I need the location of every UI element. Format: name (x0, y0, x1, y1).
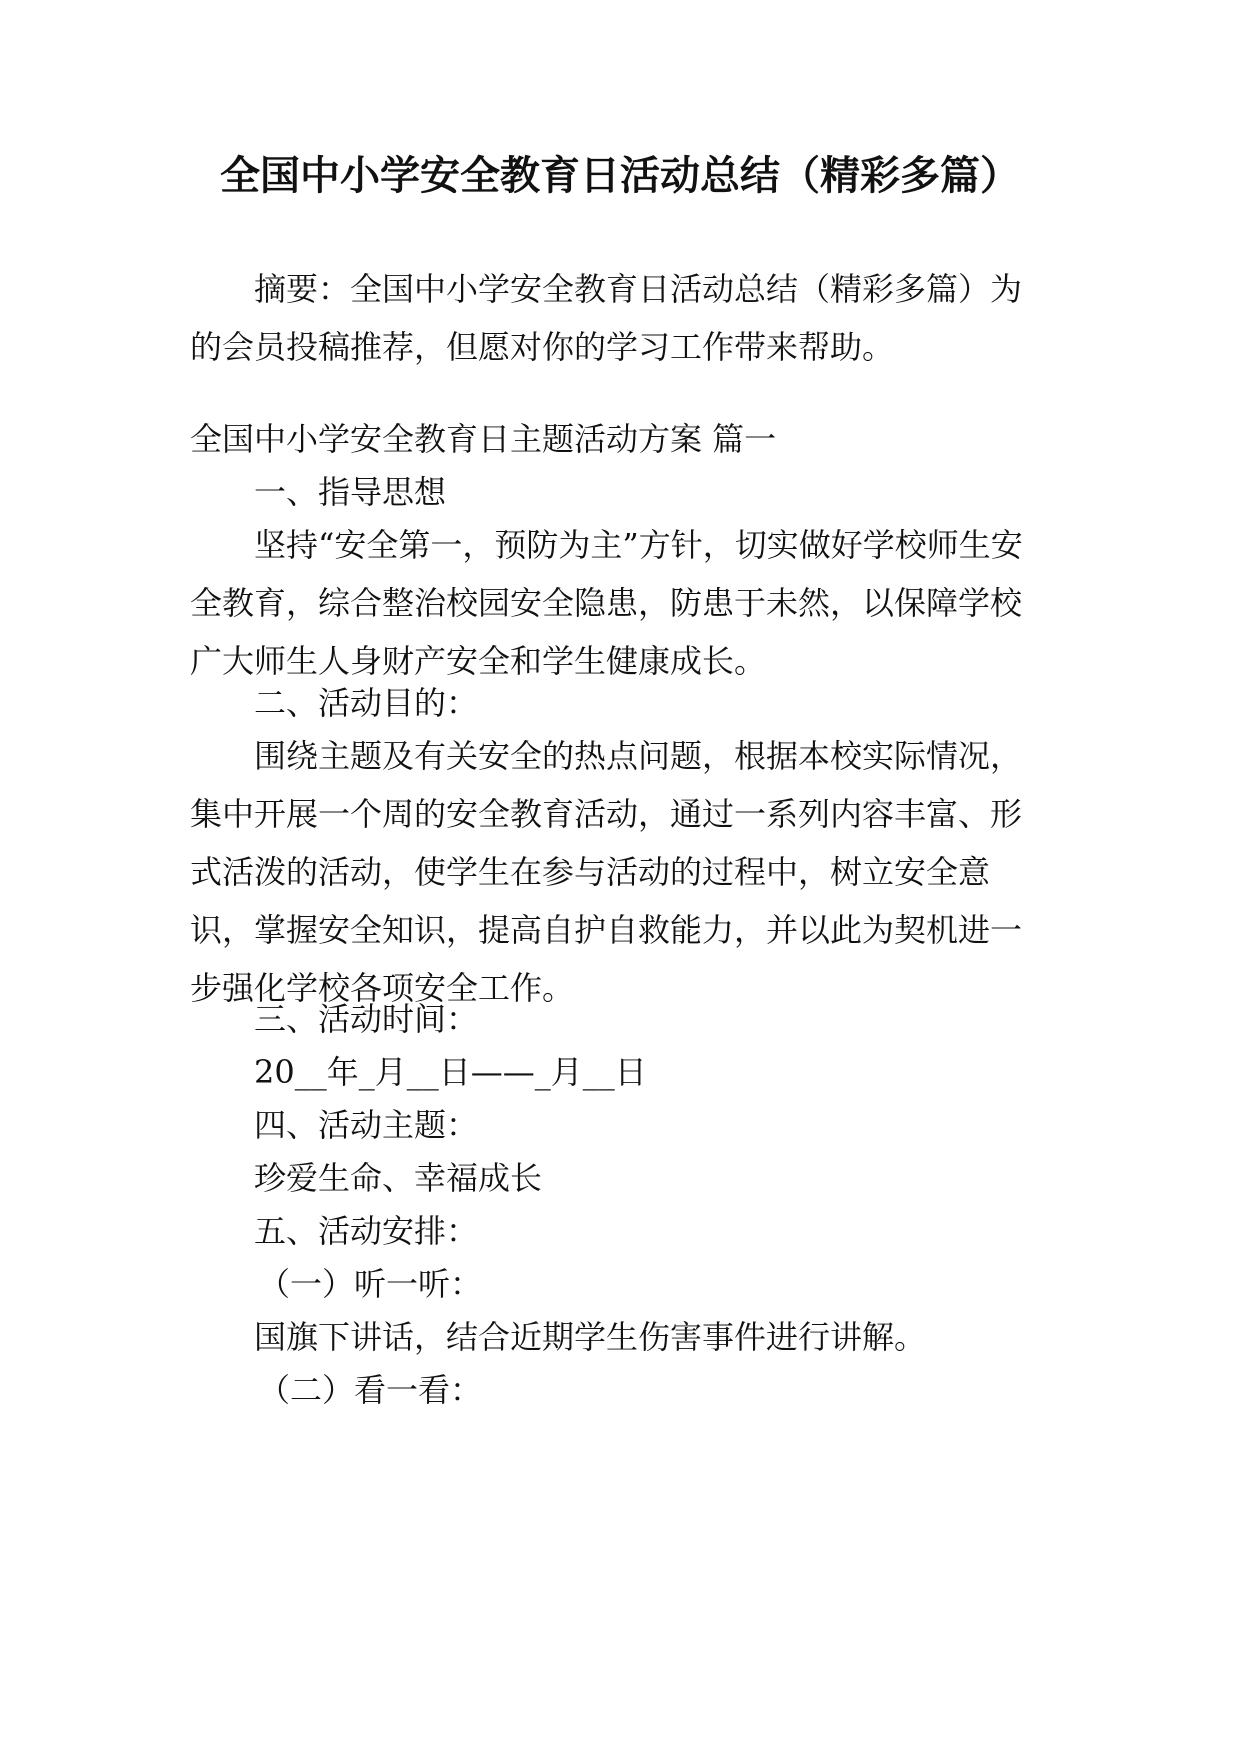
paragraph-activity-purpose: 围绕主题及有关安全的热点问题，根据本校实际情况，集中开展一个周的安全教育活动，通过一系列内容丰富、形式活泼的活动，使学生在参与活动的过程中，树立安全意识，掌握安全知识，提高自护自救能力，并以此为契机进一步强化学校各项安全工作。 (190, 737, 1023, 1007)
abstract-paragraph: 摘要：全国中小学安全教育日活动总结（精彩多篇）为的会员投稿推荐，但愿对你的学习工作带来帮助。 (190, 270, 1023, 366)
paragraph-listen: 国旗下讲话，结合近期学生伤害事件进行讲解。 (254, 1318, 927, 1356)
section-heading: 全国中小学安全教育日主题活动方案 篇一 (190, 420, 777, 458)
paragraph-guiding-ideology: 坚持“安全第一，预防为主”方针，切实做好学校师生安全教育，综合整治校园安全隐患，防患于未然，以保障学校广大师生人身财产安全和学生健康成长。 (190, 526, 1023, 680)
activity-theme-value: 珍爱生命、幸福成长 (254, 1159, 543, 1197)
heading-guiding-ideology: 一、指导思想 (254, 473, 447, 511)
document-title: 全国中小学安全教育日活动总结（精彩多篇） (220, 153, 1020, 199)
activity-time-value: 20__年_月__日——_月__日 (254, 1053, 647, 1091)
heading-activity-time: 三、活动时间： (254, 1000, 479, 1038)
heading-activity-purpose: 二、活动目的： (254, 684, 479, 722)
heading-activity-arrangement: 五、活动安排： (254, 1212, 479, 1250)
subheading-listen: （一）听一听： (258, 1265, 483, 1303)
heading-activity-theme: 四、活动主题： (254, 1106, 479, 1144)
subheading-watch: （二）看一看： (258, 1371, 483, 1409)
